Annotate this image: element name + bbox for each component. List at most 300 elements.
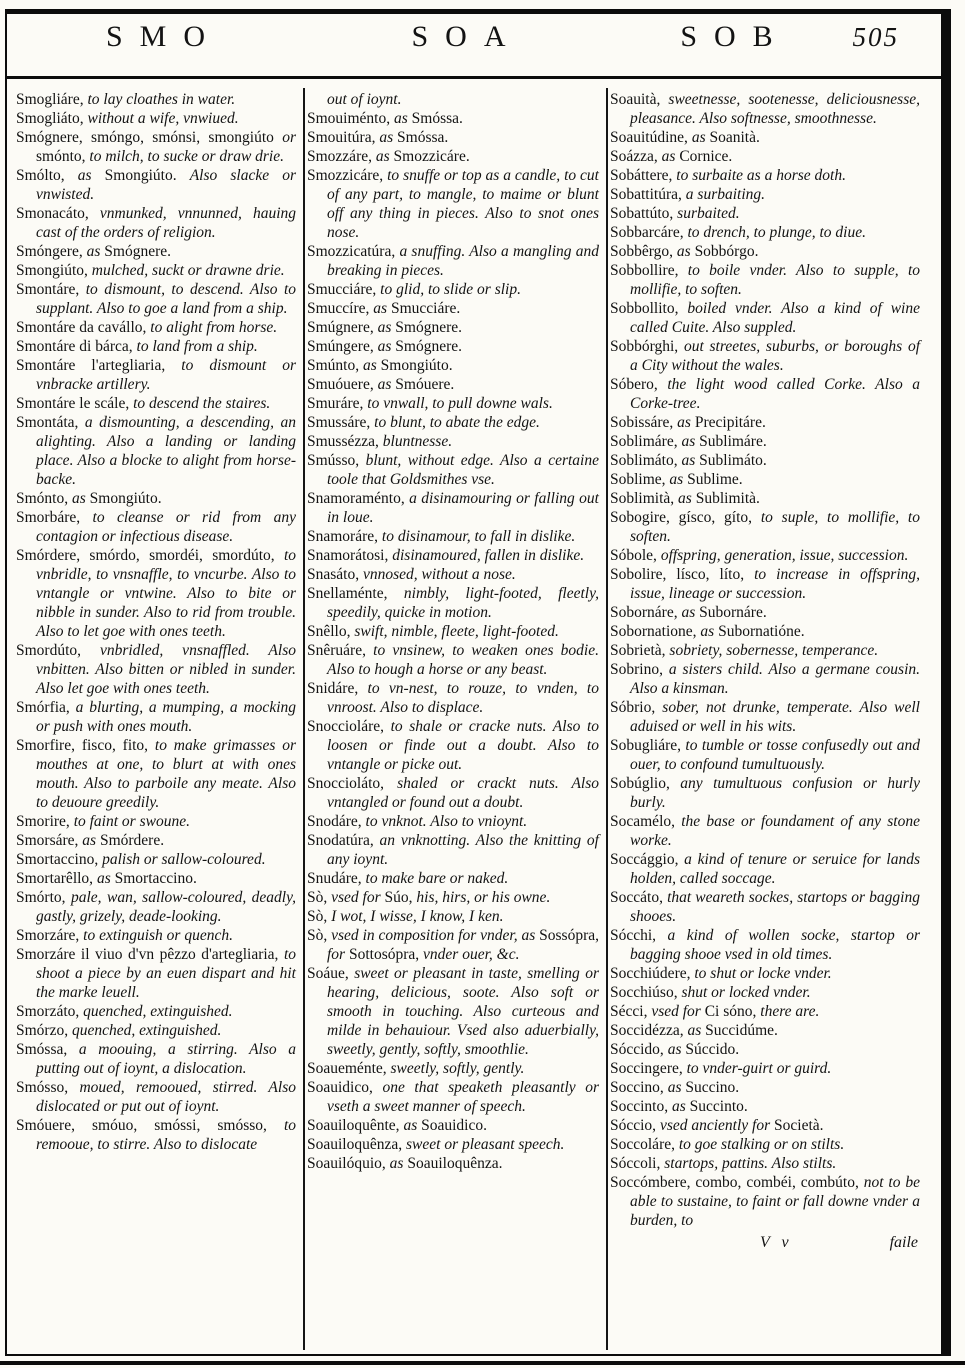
- column-1: [14, 88, 303, 1350]
- dictionary-entry: [307, 394, 599, 413]
- headword-text: Smórdere.: [99, 832, 165, 849]
- dictionary-entry: [16, 109, 296, 128]
- headword-text: Soblimáto,: [610, 452, 682, 469]
- gloss-text: as: [678, 490, 696, 507]
- headword-text: Smóngere,: [16, 243, 87, 260]
- gloss-text: vnbridled, vnsnaffled. Also vnbitten. Also bitten or nibled in sunder. Also let goe with ones teeth.: [36, 642, 296, 697]
- dictionary-entry: [16, 812, 296, 831]
- dictionary-entry: [610, 603, 920, 622]
- headword-text: Subornatióne.: [718, 623, 805, 640]
- dictionary-entry: [16, 394, 296, 413]
- dictionary-entry: [307, 869, 599, 888]
- dictionary-entry: [16, 204, 296, 242]
- dictionary-entry: [610, 1002, 920, 1021]
- gloss-text: an vnknotting. Also the knitting of any ioynt.: [327, 832, 599, 868]
- gloss-text: shut or locked vnder.: [681, 984, 811, 1001]
- dictionary-entry: [307, 318, 599, 337]
- gloss-text: not to be able to sustaine, to faint or fall downe vnder a burden, to: [630, 1174, 920, 1229]
- signature-line: [610, 1230, 920, 1252]
- gloss-text: to tumble or tosse confusedly out and ouer, to confound tumultuously.: [630, 737, 920, 773]
- gloss-text: sweet or pleasant speech.: [406, 1136, 565, 1153]
- gloss-text: a snuffing. Also a mangling and breaking in pieces.: [327, 243, 599, 279]
- dictionary-entry: [610, 451, 920, 470]
- gloss-text: as: [375, 148, 394, 165]
- headword-text: Smorzáre,: [16, 927, 84, 944]
- headword-text: Smontáre da cavállo,: [16, 319, 151, 336]
- dictionary-entry: [610, 489, 920, 508]
- dictionary-entry: [610, 1173, 920, 1230]
- top-rule: [5, 9, 951, 14]
- gloss-text: there are.: [760, 1003, 820, 1020]
- dictionary-entry: [307, 1059, 599, 1078]
- dictionary-entry: [16, 1116, 296, 1154]
- headword-text: Smontáre di bárca,: [16, 338, 137, 355]
- dictionary-entry: [610, 812, 920, 850]
- headword-text: Soccáto,: [610, 889, 668, 906]
- gloss-text: vnnosed, without a nose.: [362, 566, 516, 583]
- headword-text: Sò,: [307, 908, 332, 925]
- gloss-text: to vn-nest, to rouze, to vnden, to vnroost. Also to displace.: [327, 680, 599, 716]
- bottom-rule-inner: [5, 1354, 951, 1356]
- headword-text: Smongiúto.: [104, 167, 190, 184]
- gloss-text: vnder ouer, &c.: [423, 946, 520, 963]
- gloss-text: a moouing, a stirring. Also a putting out of ioynt, a dislocation.: [36, 1041, 297, 1077]
- headword-text: Smuráre,: [307, 395, 368, 412]
- dictionary-entry: [307, 888, 599, 907]
- headword-text: Sobogire, gísco, gíto,: [610, 509, 761, 526]
- dictionary-entry: [307, 641, 599, 679]
- headword-text: Soccino,: [610, 1079, 668, 1096]
- gloss-text: to boile vnder. Also to supple, to mollifie, to soften.: [630, 262, 920, 298]
- headword-text: Sóbole,: [610, 547, 661, 564]
- dictionary-entry: [16, 926, 296, 945]
- gloss-text: as: [672, 1098, 690, 1115]
- gloss-text: to vnwall, to pull downe wals.: [367, 395, 553, 412]
- headword-text: Sottosópra,: [348, 946, 424, 963]
- gloss-text: swift, nimble, fleete, light-footed.: [354, 623, 559, 640]
- dictionary-entry: [610, 1021, 920, 1040]
- headword-text: Soccinto,: [610, 1098, 672, 1115]
- gloss-text: sweetnesse, sootenesse, deliciousnesse, pleasance. Also softnesse, smoothnesse.: [630, 91, 920, 127]
- gloss-text: a kind of tenure or seruice for lands holden, called soccage.: [630, 851, 920, 887]
- dictionary-entry: [16, 261, 296, 280]
- headword-text: Soauità,: [610, 91, 669, 108]
- headword-text: Smogliáre,: [16, 91, 88, 108]
- dictionary-entry: [307, 926, 599, 964]
- gloss-text: to make bare or naked.: [365, 870, 509, 887]
- headword-text: Sobattúto,: [610, 205, 678, 222]
- gloss-text: to shut or locke vnder.: [694, 965, 832, 982]
- headword-text: Sócchi,: [610, 927, 668, 944]
- dictionary-entry: [307, 527, 599, 546]
- gloss-text: to dismount or vnbracke artillery.: [36, 357, 296, 393]
- gloss-text: out of ioynt.: [327, 91, 402, 108]
- gloss-text: a blurting, a mumping, a mocking or push with ones mouth.: [36, 699, 297, 735]
- headword-text: Sublime.: [687, 471, 743, 488]
- headword-text: Soauiloquênza,: [307, 1136, 407, 1153]
- headword-text: Smúnto,: [307, 357, 363, 374]
- headword-text: Sobbollito,: [610, 300, 688, 317]
- headword-text: Smorbáre,: [16, 509, 93, 526]
- dictionary-entry: [307, 375, 599, 394]
- headword-text: Sobáttere,: [610, 167, 677, 184]
- headword-text: Sóccio,: [610, 1117, 660, 1134]
- headword-text: Smozzicatúra,: [307, 243, 400, 260]
- dictionary-entry: [610, 470, 920, 489]
- dictionary-entry: [307, 831, 599, 869]
- dictionary-entry: [16, 1002, 296, 1021]
- gloss-text: to descend the staires.: [133, 395, 271, 412]
- headword-text: Smorire,: [16, 813, 74, 830]
- headword-text: Smongiúto,: [16, 262, 92, 279]
- header-section-soa: SOA: [411, 20, 523, 53]
- dictionary-entry: [307, 489, 599, 527]
- gloss-text: as: [96, 870, 115, 887]
- gloss-text: sobriety, sobernesse, temperance.: [669, 642, 879, 659]
- dictionary-entry: [610, 432, 920, 451]
- dictionary-entry: [16, 945, 296, 1002]
- headword-text: Smússo,: [307, 452, 366, 469]
- headword-text: Soauidico,: [307, 1079, 383, 1096]
- headword-text: Sobbórghi,: [610, 338, 684, 355]
- headword-text: Smogliáto,: [16, 110, 88, 127]
- dictionary-entry: [610, 565, 920, 603]
- headword-text: Snasáto,: [307, 566, 363, 583]
- headword-text: Ci sóno,: [704, 1003, 761, 1020]
- headword-text: Soccidézza,: [610, 1022, 688, 1039]
- gloss-text: as: [77, 167, 105, 184]
- headword-text: Società.: [774, 1117, 824, 1134]
- gloss-text: as: [82, 832, 100, 849]
- gloss-text: to vnder-guirt or guird.: [686, 1060, 832, 1077]
- headword-text: Socchiúdere,: [610, 965, 695, 982]
- dictionary-entry: [307, 413, 599, 432]
- gloss-text: out streetes, suburbs, or boroughs of a City without the wales.: [630, 338, 920, 374]
- dictionary-entry: [16, 413, 296, 489]
- dictionary-entry: [610, 660, 920, 698]
- headword-text: Sobbórgo.: [694, 243, 759, 260]
- gloss-text: blunt, without edge. Also a certaine toole that Goldsmithes vse.: [327, 452, 599, 488]
- gloss-text: to remooue, to stirre. Also to dislocate: [36, 1117, 296, 1153]
- gloss-text: as: [373, 300, 391, 317]
- dictionary-entry: [307, 109, 599, 128]
- dictionary-entry: [610, 508, 920, 546]
- headword-text: Soauidico.: [421, 1117, 487, 1134]
- catchword: faile: [889, 1234, 918, 1251]
- gloss-text: as: [687, 1022, 706, 1039]
- gloss-text: quenched, extinguished.: [71, 1022, 222, 1039]
- gloss-text: Also slacke or vnwisted.: [36, 167, 296, 203]
- dictionary-entry: [307, 147, 599, 166]
- dictionary-entry: [610, 1078, 920, 1097]
- bottom-rule-outer: [0, 1361, 965, 1365]
- gloss-text: I wot, I wisse, I know, I ken.: [331, 908, 504, 925]
- dictionary-entry: [16, 1078, 296, 1116]
- headword-text: Smordúto,: [16, 642, 100, 659]
- headword-text: Socchiúso,: [610, 984, 682, 1001]
- headword-text: Smontáre,: [16, 281, 86, 298]
- gloss-text: as: [377, 376, 396, 393]
- gloss-text: a dismounting, a descending, an alighting. Also a landing or landing place. Also a blocke to alight from horse-backe.: [36, 414, 296, 488]
- headword-text: Smórfia,: [16, 699, 76, 716]
- gloss-text: quenched, extinguished.: [83, 1003, 233, 1020]
- dictionary-entry: [16, 641, 296, 698]
- headword-text: Sobrietà,: [610, 642, 670, 659]
- headword-text: Smúgnere,: [307, 319, 378, 336]
- headword-text: Sóccoli,: [610, 1155, 665, 1172]
- gloss-text: to blunt, to abate the edge.: [374, 414, 540, 431]
- headword-text: Sublimáre.: [699, 433, 767, 450]
- headword-text: Soauiloquênza.: [407, 1155, 503, 1172]
- gloss-text: vsed anciently for: [659, 1117, 775, 1134]
- gloss-text: to snuffe or top as a candle, to cut of any part, to mangle, to maime or blunt off any thing in pieces. Also to snot ones nose.: [327, 167, 599, 241]
- dictionary-entry: [16, 736, 296, 812]
- dictionary-entry: [16, 831, 296, 850]
- headword-text: Sóccido,: [610, 1041, 668, 1058]
- dictionary-entry: [307, 812, 599, 831]
- headword-text: Soauiloquênte,: [307, 1117, 404, 1134]
- gloss-text: as: [389, 1155, 408, 1172]
- gloss-text: to milch, to sucke or draw drie.: [89, 148, 284, 165]
- headword-text: Smouiménto,: [307, 110, 394, 127]
- dictionary-entry: [16, 508, 296, 546]
- headword-text: Smontáre le scále,: [16, 395, 134, 412]
- headword-text: Smorzáre il viuo d'vn pêzzo d'artegliaria,: [16, 946, 284, 963]
- dictionary-entry: [610, 641, 920, 660]
- dictionary-entry: [610, 166, 920, 185]
- gloss-text: to suple, to mollifie, to soften.: [630, 509, 920, 545]
- gloss-text: mulched, suckt or drawne drie.: [91, 262, 285, 279]
- headword-text: Soccingere,: [610, 1060, 687, 1077]
- dictionary-entry: [307, 90, 599, 109]
- gloss-text: to land from a ship.: [136, 338, 258, 355]
- headword-text: Snêruáre,: [307, 642, 374, 659]
- headword-text: Smólto,: [16, 167, 78, 184]
- headword-text: Smóuere.: [395, 376, 455, 393]
- headword-text: Sobbollire,: [610, 262, 688, 279]
- dictionary-entry: [610, 983, 920, 1002]
- headword-text: Sò,: [307, 889, 332, 906]
- headword-text: Sobornáre,: [610, 604, 682, 621]
- dictionary-entry: [16, 850, 296, 869]
- headword-text: Sobbarcáre,: [610, 224, 688, 241]
- gloss-text: the base or foundament of any stone worke.: [630, 813, 920, 849]
- gloss-text: vsed in composition for vnder, as: [331, 927, 540, 944]
- gloss-text: to alight from horse.: [150, 319, 278, 336]
- dictionary-entry: [307, 451, 599, 489]
- running-header: [14, 22, 925, 52]
- gloss-text: to make grimasses or mouthes at one, to blurt at with ones mouth. Also to parboile any meate. Also to deuoure greedily.: [36, 737, 296, 811]
- gloss-text: surbaited.: [677, 205, 740, 222]
- gloss-text: to increase in offspring, issue, lineage or succession.: [630, 566, 920, 602]
- headword-text: Súccido.: [685, 1041, 740, 1058]
- headword-text: Smucciáre,: [307, 281, 381, 298]
- gloss-text: nimbly, light-footed, fleetly, speedily, quicke in motion.: [327, 585, 599, 621]
- dictionary-entry: [16, 1021, 296, 1040]
- dictionary-entry: [610, 375, 920, 413]
- headword-text: Súo,: [384, 889, 417, 906]
- gloss-text: as: [676, 243, 695, 260]
- gloss-text: palish or sallow-coloured.: [102, 851, 266, 868]
- gloss-text: a surbaiting.: [685, 186, 766, 203]
- gloss-text: as: [86, 243, 105, 260]
- dictionary-entry: [307, 337, 599, 356]
- gloss-text: as: [681, 604, 700, 621]
- dictionary-entry: [610, 698, 920, 736]
- column-3: [608, 88, 927, 1350]
- dictionary-entry: [307, 356, 599, 375]
- dictionary-entry: [610, 736, 920, 774]
- headword-text: Smórdere, smórdo, smordéi, smordúto,: [16, 547, 284, 564]
- headword-text: Smógnere.: [395, 319, 463, 336]
- headword-text: Soázza,: [610, 148, 662, 165]
- gloss-text: offspring, generation, issue, succession.: [660, 547, 909, 564]
- headword-text: Snoccioláto,: [307, 775, 398, 792]
- text-columns: [14, 88, 933, 1350]
- dictionary-entry: [307, 1154, 599, 1173]
- gloss-text: vsed for: [651, 1003, 705, 1020]
- gloss-text: moued, remooued, stirred. Also dislocated or put out of ioynt.: [36, 1079, 296, 1115]
- headword-text: Smucciáre.: [390, 300, 461, 317]
- gloss-text: a disinamouring or falling out in loue.: [327, 490, 599, 526]
- headword-text: Sécci,: [610, 1003, 652, 1020]
- headword-text: Smortaccino.: [114, 870, 197, 887]
- dictionary-entry: [307, 584, 599, 622]
- right-border-bar: [941, 9, 951, 1356]
- headword-text: Soauitúdine,: [610, 129, 692, 146]
- headword-text: Smórzo,: [16, 1022, 72, 1039]
- headword-text: Snamorátosi,: [307, 547, 393, 564]
- headword-text: Snodatúra,: [307, 832, 380, 849]
- headword-text: Smongiúto.: [89, 490, 162, 507]
- gloss-text: to surbaite as a horse doth.: [676, 167, 846, 184]
- headword-text: Soanità.: [709, 129, 760, 146]
- dictionary-entry: [610, 90, 920, 128]
- headword-text: Soáue,: [307, 965, 355, 982]
- headword-text: Succinto.: [689, 1098, 748, 1115]
- headword-text: Smuccíre,: [307, 300, 374, 317]
- gloss-text: shaled or crackt nuts. Also vntangled or found out a doubt.: [327, 775, 600, 811]
- dictionary-entry: [610, 337, 920, 375]
- gloss-text: as: [377, 338, 396, 355]
- headword-text: Succino.: [685, 1079, 740, 1096]
- gloss-text: disinamoured, fallen in dislike.: [392, 547, 585, 564]
- gloss-text: as: [403, 1117, 422, 1134]
- headword-text: Succidúme.: [705, 1022, 778, 1039]
- page-number: 505: [852, 22, 899, 52]
- dictionary-entry: [610, 546, 920, 565]
- gloss-text: his, hirs, or his owne.: [416, 889, 551, 906]
- headword-text: Soccómbere, combo, combéi, combúto,: [610, 1174, 864, 1191]
- headword-text: Sobbêrgo,: [610, 243, 677, 260]
- left-rule: [5, 9, 7, 1356]
- dictionary-entry: [16, 356, 296, 394]
- dictionary-entry: [16, 888, 296, 926]
- dictionary-entry: [307, 964, 599, 1059]
- gloss-text: as: [362, 357, 381, 374]
- headword-text: Smorsáre,: [16, 832, 83, 849]
- gloss-text: to extinguish or quench.: [83, 927, 233, 944]
- headword-text: Sublimáto.: [699, 452, 767, 469]
- headword-text: Snêllo,: [307, 623, 355, 640]
- dictionary-entry: [610, 185, 920, 204]
- dictionary-entry: [307, 546, 599, 565]
- gloss-text: vsed for: [331, 889, 385, 906]
- dictionary-entry: [610, 1040, 920, 1059]
- gloss-text: bluntnesse.: [382, 433, 453, 450]
- headword-text: Smóssa,: [16, 1041, 79, 1058]
- dictionary-entry: [307, 679, 599, 717]
- dictionary-entry: [610, 204, 920, 223]
- headword-text: Snamoraménto,: [307, 490, 410, 507]
- headword-text: Snudáre,: [307, 870, 366, 887]
- dictionary-entry: [16, 489, 296, 508]
- dictionary-entry: [307, 565, 599, 584]
- gloss-text: as: [661, 148, 680, 165]
- headword-text: Snodáre,: [307, 813, 366, 830]
- headword-text: Smussáre,: [307, 414, 375, 431]
- dictionary-entry: [610, 242, 920, 261]
- gloss-text: vnmunked, vnnunned, hauing cast of the orders of religion.: [36, 205, 297, 241]
- dictionary-entry: [16, 242, 296, 261]
- gloss-text: a sisters child. Also a germane cousin. Also a kinsman.: [630, 661, 921, 697]
- headword-text: Snellaménte,: [307, 585, 404, 602]
- headword-text: Smortarêllo,: [16, 870, 97, 887]
- dictionary-entry: [610, 1154, 920, 1173]
- gloss-text: or: [282, 129, 296, 146]
- headword-text: Smozzicáre,: [307, 167, 388, 184]
- dictionary-entry: [307, 774, 599, 812]
- dictionary-entry: [307, 1116, 599, 1135]
- gloss-text: to glid, to slide or slip.: [380, 281, 521, 298]
- gloss-text: to dismount, to descend. Also to supplant. Also to goe a land from a ship.: [36, 281, 296, 317]
- headword-text: Smouitúra,: [307, 129, 380, 146]
- header-section-sob: SOB: [680, 20, 790, 53]
- dictionary-entry: [16, 280, 296, 318]
- headword-text: Smortaccino,: [16, 851, 103, 868]
- gloss-text: as: [379, 129, 398, 146]
- headword-text: Soauilóquio,: [307, 1155, 390, 1172]
- gloss-text: for: [327, 946, 349, 963]
- gloss-text: as: [681, 433, 700, 450]
- dictionary-entry: [16, 128, 296, 166]
- dictionary-entry: [16, 90, 296, 109]
- dictionary-entry: [307, 280, 599, 299]
- headword-text: Smógnere, smóngo, smónsi, smongiúto: [16, 129, 283, 146]
- dictionary-entry: [610, 1135, 920, 1154]
- dictionary-entry: [610, 147, 920, 166]
- gloss-text: without a wife, vnwiued.: [87, 110, 239, 127]
- header-rule: [5, 76, 951, 79]
- gloss-text: startops, pattins. Also stilts.: [664, 1155, 837, 1172]
- headword-text: Sobornatione,: [610, 623, 701, 640]
- headword-text: Smontáta,: [16, 414, 85, 431]
- dictionary-entry: [307, 299, 599, 318]
- headword-text: Sóbero,: [610, 376, 668, 393]
- headword-text: Sóbrio,: [610, 699, 663, 716]
- gloss-text: that weareth sockes, startops or bagging shooes.: [630, 889, 920, 925]
- headword-text: Sò,: [307, 927, 332, 944]
- headword-text: Smozzáre,: [307, 148, 376, 165]
- column-2: [305, 88, 606, 1350]
- dictionary-entry: [610, 1097, 920, 1116]
- gloss-text: to cleanse or rid from any contagion or infectious disease.: [36, 509, 296, 545]
- dictionary-entry: [307, 128, 599, 147]
- dictionary-entry: [610, 774, 920, 812]
- gloss-text: to faint or swoune.: [73, 813, 190, 830]
- headword-text: Soblime,: [610, 471, 670, 488]
- headword-text: Smuóuere,: [307, 376, 378, 393]
